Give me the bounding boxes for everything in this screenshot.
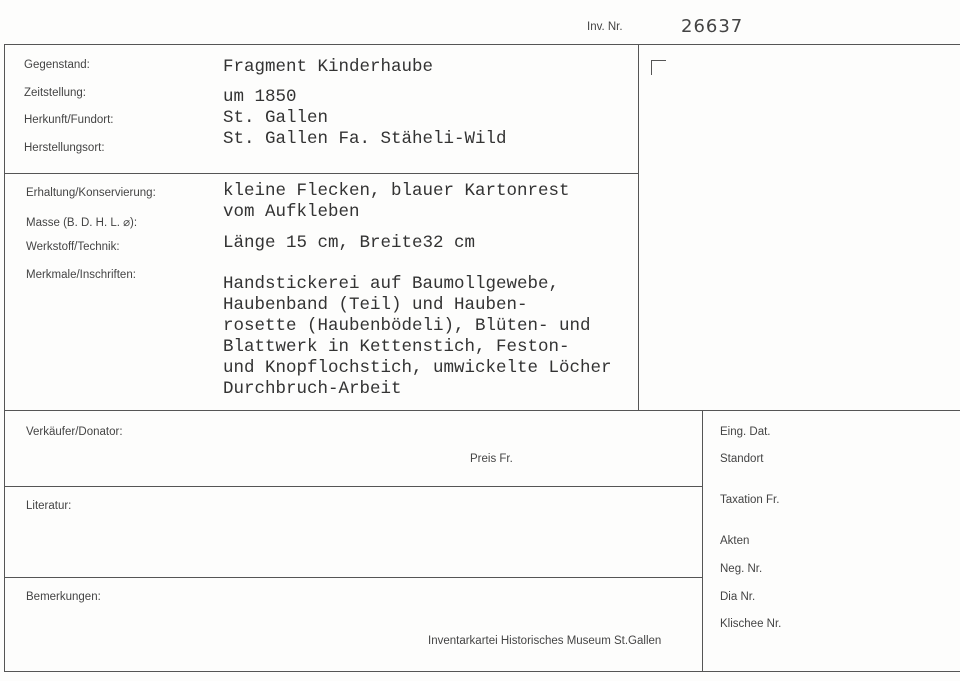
erhaltung-value-line: vom Aufkleben bbox=[223, 202, 360, 222]
bemerkungen-label: Bemerkungen: bbox=[26, 591, 101, 603]
zeitstellung-value: um 1850 bbox=[223, 87, 297, 107]
masse-label: Masse (B. D. H. L. ⌀): bbox=[26, 217, 138, 229]
inv-number: 26637 bbox=[681, 16, 744, 37]
merkmale-value-line: Handstickerei auf Baumollgewebe, bbox=[223, 274, 560, 294]
herkunft-label: Herkunft/Fundort: bbox=[24, 114, 114, 126]
right-column-divider bbox=[702, 410, 703, 671]
klischee-nr-label: Klischee Nr. bbox=[720, 618, 782, 630]
merkmale-value-line: Blattwerk in Kettenstich, Feston- bbox=[223, 337, 570, 357]
photo-corner-mark bbox=[651, 60, 666, 75]
verkaeufer-divider bbox=[4, 486, 702, 487]
top-border bbox=[4, 44, 960, 45]
zeitstellung-label: Zeitstellung: bbox=[24, 87, 87, 99]
neg-nr-label: Neg. Nr. bbox=[720, 563, 763, 575]
akten-label: Akten bbox=[720, 535, 750, 547]
werkstoff-label: Werkstoff/Technik: bbox=[26, 241, 120, 253]
bottom-border bbox=[4, 671, 960, 672]
erhaltung-value-line: kleine Flecken, blauer Kartonrest bbox=[223, 181, 570, 201]
gegenstand-value: Fragment Kinderhaube bbox=[223, 57, 434, 77]
preis-label: Preis Fr. bbox=[470, 453, 513, 465]
masse-value: Länge 15 cm, Breite32 cm bbox=[223, 233, 476, 253]
inv-nr-label: Inv. Nr. bbox=[587, 21, 623, 33]
taxation-label: Taxation Fr. bbox=[720, 494, 780, 506]
merkmale-value-line: rosette (Haubenbödeli), Blüten- und bbox=[223, 316, 591, 336]
photo-box-divider bbox=[638, 44, 639, 411]
herstellungsort-value: St. Gallen Fa. Stäheli-Wild bbox=[223, 129, 507, 149]
object-section-divider bbox=[4, 173, 638, 174]
herstellungsort-label: Herstellungsort: bbox=[24, 142, 105, 154]
herkunft-value: St. Gallen bbox=[223, 108, 329, 128]
standort-label: Standort bbox=[720, 453, 764, 465]
merkmale-value-line: Durchbruch-Arbeit bbox=[223, 379, 402, 399]
literatur-divider bbox=[4, 577, 702, 578]
erhaltung-label: Erhaltung/Konservierung: bbox=[26, 187, 156, 199]
verkaeufer-label: Verkäufer/Donator: bbox=[26, 426, 123, 438]
card-footer: Inventarkartei Historisches Museum St.Gallen bbox=[428, 635, 662, 647]
merkmale-value-line: Haubenband (Teil) und Hauben- bbox=[223, 295, 528, 315]
eing-dat-label: Eing. Dat. bbox=[720, 426, 771, 438]
description-section-divider bbox=[4, 410, 960, 411]
merkmale-label: Merkmale/Inschriften: bbox=[26, 269, 136, 281]
merkmale-value-line: und Knopflochstich, umwickelte Löcher bbox=[223, 358, 612, 378]
dia-nr-label: Dia Nr. bbox=[720, 591, 756, 603]
gegenstand-label: Gegenstand: bbox=[24, 59, 90, 71]
literatur-label: Literatur: bbox=[26, 500, 72, 512]
